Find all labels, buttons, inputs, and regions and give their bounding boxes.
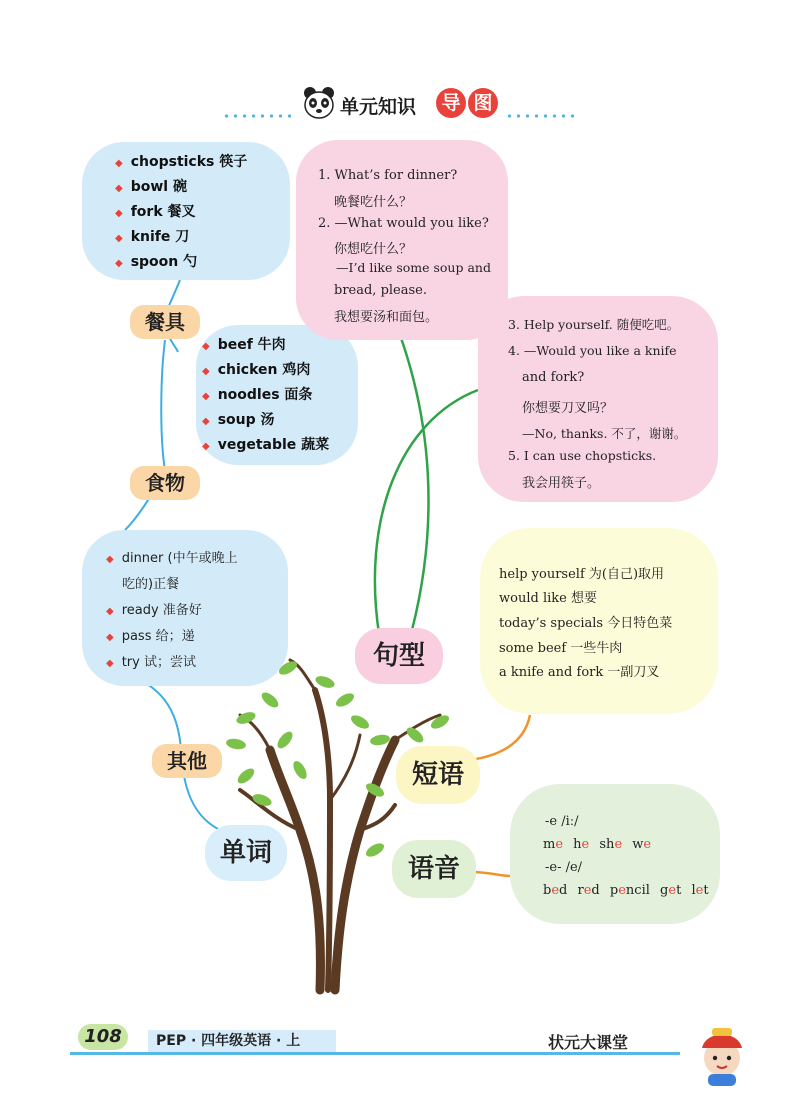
- phrase-line: today’s specials 今日特色菜: [499, 616, 673, 631]
- list-item: ◆ beef 牛肉: [202, 337, 286, 353]
- sentence-line: 4. —Would you like a knife: [508, 343, 677, 358]
- phonics-word: red: [577, 883, 600, 898]
- sentence-line: 2. —What would you like?: [318, 216, 489, 231]
- panda-icon: [302, 85, 336, 121]
- list-item: 吃的)正餐: [122, 577, 180, 592]
- phonics-word: me: [543, 837, 564, 852]
- list-item: ◆ noodles 面条: [202, 387, 313, 403]
- phrases-label: 短语: [396, 746, 480, 804]
- phonics-word: we: [632, 837, 652, 852]
- sentence-line: 你想吃什么？: [334, 242, 413, 257]
- sentence-line: and fork?: [522, 370, 585, 385]
- footer-brand: 状元大课堂: [548, 1033, 629, 1052]
- words-label: 单词: [205, 825, 287, 881]
- phonics-bubble: [510, 784, 720, 924]
- sentence-line: 晚餐吃什么？: [334, 195, 413, 210]
- phonics-word: get: [660, 883, 682, 898]
- sentence-line: 5. I can use chopsticks.: [508, 448, 657, 463]
- phrase-line: help yourself 为(自己)取用: [499, 567, 665, 582]
- list-item: ◆ bowl 碗: [115, 179, 187, 195]
- food-list: [202, 333, 329, 458]
- sentence-line: 我想要汤和面包。: [334, 310, 439, 325]
- list-item: ◆ fork 餐叉: [115, 204, 196, 220]
- header-title: 单元知识: [340, 96, 417, 118]
- others-label: 其他: [152, 744, 222, 778]
- sentence-line: —I’d like some soup and: [336, 260, 491, 275]
- list-item: ◆ chopsticks 筷子: [115, 154, 248, 170]
- phrase-line: would like 想要: [499, 591, 597, 606]
- phonics-word: pencil: [609, 883, 650, 898]
- sentence-line: 1. What’s for dinner?: [318, 168, 458, 183]
- phonics-word: she: [599, 837, 623, 852]
- phrase-line: some beef 一些牛肉: [499, 641, 623, 656]
- phonics-word: bed: [543, 883, 568, 898]
- list-item: ◆ vegetable 蔬菜: [202, 437, 330, 453]
- footer-book-title: PEP · 四年级英语 · 上: [148, 1030, 336, 1052]
- phonics-word: he: [573, 837, 590, 852]
- tableware-list: [115, 150, 247, 275]
- list-item: ◆ ready 准备好: [106, 603, 202, 618]
- header-dots-right: [505, 114, 580, 118]
- sentence-line: bread, please.: [334, 283, 427, 298]
- sentence-line: 3. Help yourself. 随便吃吧。: [508, 317, 680, 332]
- phrase-line: a knife and fork 一副刀叉: [499, 665, 660, 680]
- list-item: ◆ dinner (中午或晚上: [106, 551, 238, 566]
- others-list: [106, 546, 238, 676]
- list-item: ◆ soup 汤: [202, 412, 275, 428]
- phonics-label: 语音: [392, 840, 476, 898]
- list-item: ◆ spoon 勺: [115, 254, 198, 270]
- phonics-words-2: [543, 883, 709, 898]
- page-number: 108: [78, 1024, 128, 1050]
- list-item: ◆ try 试；尝试: [106, 655, 196, 670]
- sentence-line: —No, thanks. 不了，谢谢。: [522, 426, 687, 441]
- tableware-label: 餐具: [130, 305, 200, 339]
- mascot-icon: [690, 1022, 754, 1088]
- header-badge-1: 导: [436, 88, 466, 118]
- sentences-label: 句型: [355, 628, 443, 684]
- list-item: ◆ pass 给；递: [106, 629, 195, 644]
- phonics-rule-2: -e- /e/: [545, 860, 583, 875]
- sentence-line: 我会用筷子。: [522, 476, 601, 491]
- phonics-rule-1: -e /iː/: [545, 814, 579, 829]
- list-item: ◆ chicken 鸡肉: [202, 362, 311, 378]
- phonics-word: let: [691, 883, 709, 898]
- phonics-words-1: [543, 837, 651, 852]
- food-label: 食物: [130, 466, 200, 500]
- list-item: ◆ knife 刀: [115, 229, 190, 245]
- header-badge-2: 图: [468, 88, 498, 118]
- sentence-line: 你想要刀叉吗？: [522, 401, 614, 416]
- header-dots-left: [222, 114, 294, 118]
